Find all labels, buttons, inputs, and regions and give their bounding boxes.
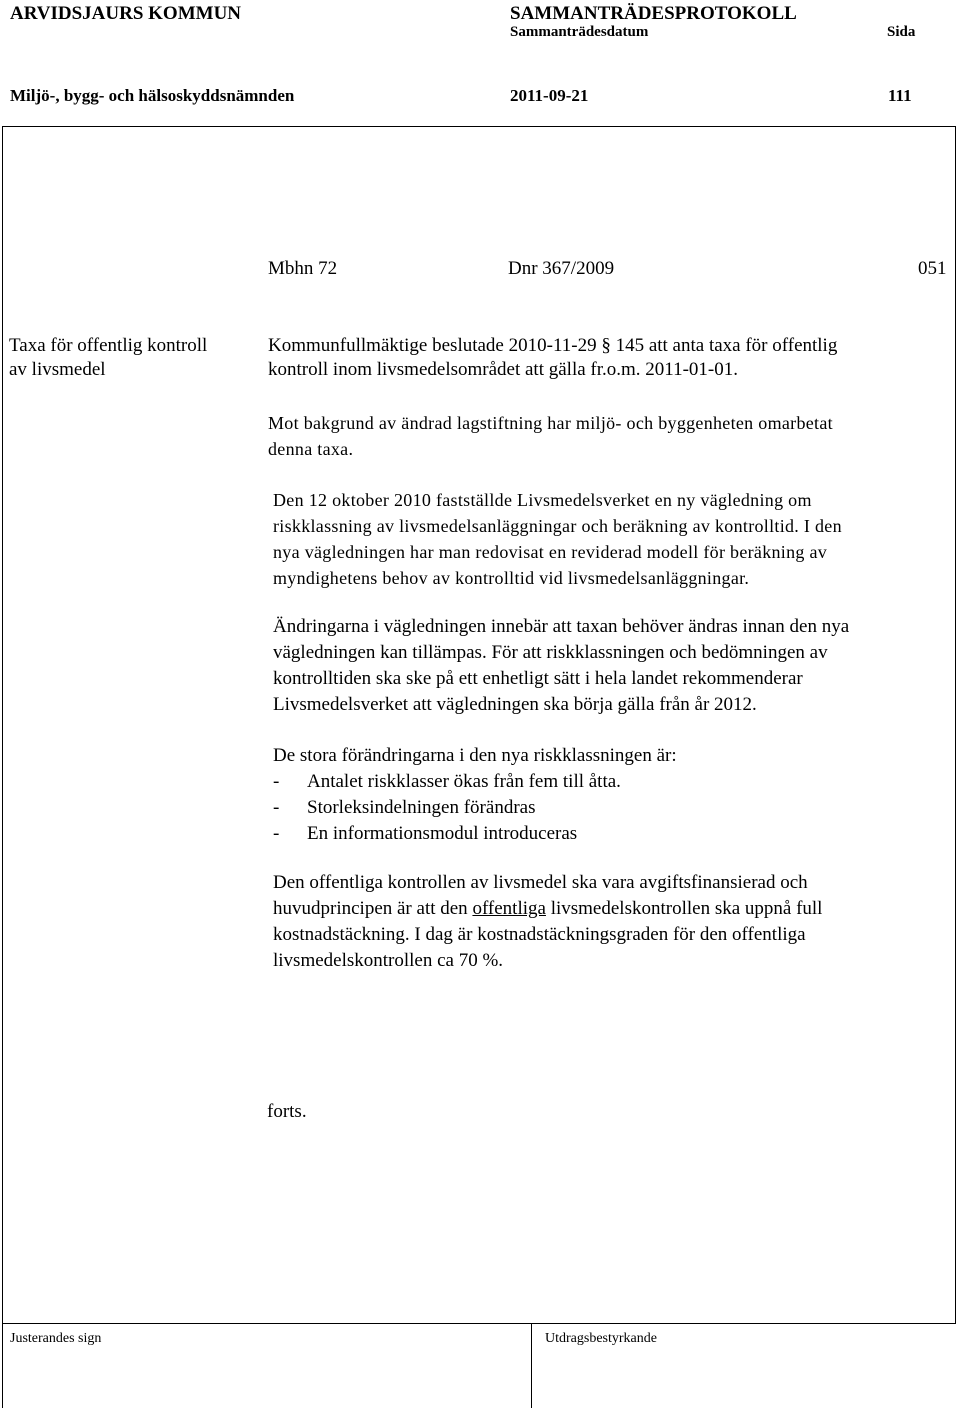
text-line: nya vägledningen har man redovisat en reviderad modell för beräkning av [273, 542, 828, 562]
text-line: vägledningen kan tillämpas. För att riskklassningen och bedömningen av [273, 642, 828, 663]
text-line: kontroll inom livsmedelsområdet att gälla fr.o.m. 2011-01-01. [268, 359, 738, 380]
paragraph-background [268, 410, 833, 462]
paragraph-number: Mbhn 72 [268, 258, 338, 279]
text-line: Den 12 oktober 2010 fastställde Livsmedelsverket en ny vägledning om [273, 490, 812, 510]
list-dash: - [273, 797, 280, 818]
signature-label: Justerandes sign [10, 1331, 102, 1346]
text-fragment: livsmedelskontrollen ska uppnå full [545, 898, 823, 919]
text-line: myndighetens behov av kontrolltid vid livsmedelsanläggningar. [273, 568, 750, 588]
committee-name: Miljö-, bygg- och hälsoskyddsnämnden [10, 86, 295, 105]
list-item-text: En informationsmodul introduceras [307, 823, 578, 844]
page-label: Sida [887, 24, 916, 40]
case-title-line: Taxa för offentlig kontroll [9, 335, 208, 356]
footer-divider [531, 1324, 532, 1408]
municipality-name: ARVIDSJAURS KOMMUN [10, 3, 242, 24]
content-frame [2, 126, 956, 1324]
list-dash: - [273, 771, 280, 792]
page-number: 111 [888, 86, 912, 105]
text-line: denna taxa. [268, 439, 354, 459]
text-line: Den offentliga kontrollen av livsmedel ska vara avgiftsfinansierad och [273, 872, 808, 893]
list-item-text: Antalet riskklasser ökas från fem till åtta. [307, 771, 621, 792]
text-line: livsmedelskontrollen ca 70 %. [273, 950, 504, 971]
text-line: Mot bakgrund av ändrad lagstiftning har miljö- och byggenheten omarbetat [268, 413, 833, 433]
meeting-date-label: Sammanträdesdatum [510, 24, 649, 40]
text-line: kostnadstäckning. I dag är kostnadstäckningsgraden för den offentliga [273, 924, 806, 945]
list-item [273, 795, 677, 821]
diary-number: Dnr 367/2009 [508, 258, 615, 279]
paragraph-guidance [273, 487, 842, 591]
text-line: riskklassning av livsmedelsanläggningar och beräkning av kontrolltid. I den [273, 516, 842, 536]
case-code: 051 [918, 258, 947, 279]
changes-list [273, 743, 677, 847]
text-line: Kommunfullmäktige beslutade 2010-11-29 § 145 att anta taxa för offentlig [268, 335, 838, 356]
meeting-date: 2011-09-21 [510, 86, 589, 105]
text-line [273, 896, 822, 922]
list-dash: - [273, 823, 280, 844]
paragraph-financing [273, 870, 822, 974]
list-item-text: Storleksindelningen förändras [307, 797, 536, 818]
list-item [273, 821, 677, 847]
case-title [9, 334, 259, 382]
underlined-word: offentliga [472, 898, 546, 919]
paragraph-changes [273, 614, 849, 718]
footer-border [2, 1324, 3, 1408]
text-line: kontrolltiden ska ske på ett enhetligt sätt i hela landet rekommenderar [273, 668, 803, 689]
text-fragment: huvudprincipen är att den [273, 898, 473, 919]
paragraph-decision [268, 334, 837, 382]
text-line: Ändringarna i vägledningen innebär att taxan behöver ändras innan den nya [273, 616, 850, 637]
continued-note: forts. [267, 1101, 307, 1122]
case-title-line: av livsmedel [9, 359, 106, 380]
extract-label: Utdragsbestyrkande [545, 1331, 657, 1346]
document-type: SAMMANTRÄDESPROTOKOLL [510, 3, 797, 24]
list-intro: De stora förändringarna i den nya riskklassningen är: [273, 745, 677, 766]
text-line: Livsmedelsverket att vägledningen ska börja gälla från år 2012. [273, 694, 757, 715]
list-item [273, 769, 677, 795]
